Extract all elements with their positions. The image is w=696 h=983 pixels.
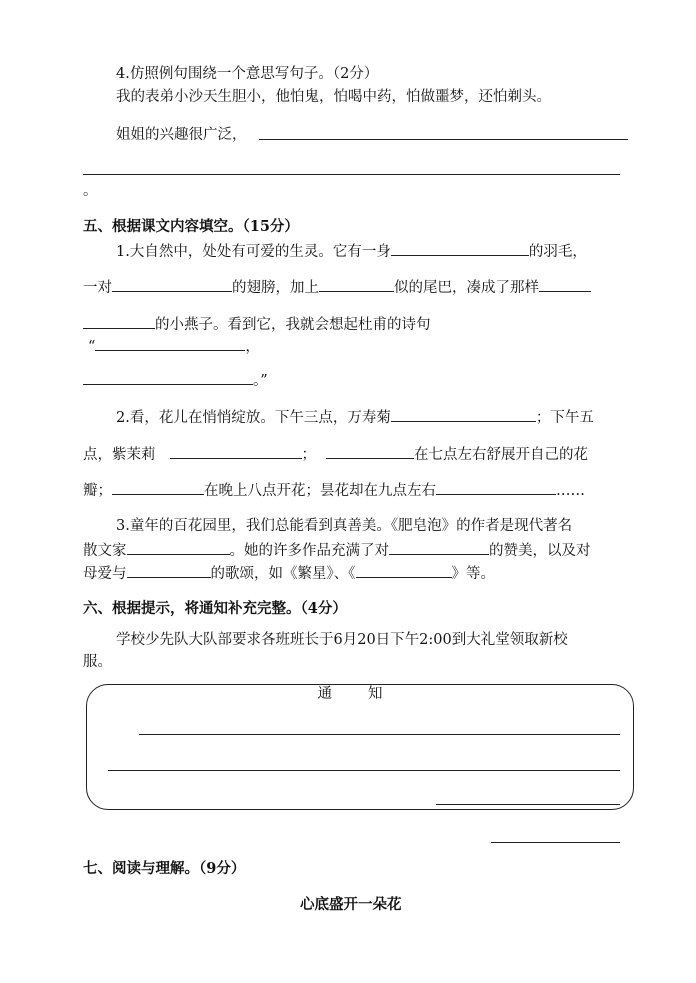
s5-q3-text-e: 母爱与 (83, 566, 127, 582)
s6-prompt-line2: 服。 (83, 654, 112, 670)
s5-q2-text-b: ；下午五 (535, 410, 594, 426)
s5-q3-line1: 3.童年的百花园里，我们总能看到真善美。《肥皂泡》的作者是现代著名 (116, 518, 573, 534)
s5-q1-text-d: 的翅膀，加上 (232, 280, 319, 296)
s5-q2-text-f: 瓣； (83, 483, 112, 499)
s5-q1-line3 (83, 313, 431, 335)
s5-q2-blank-3[interactable] (326, 443, 414, 459)
s5-q2-blank-5[interactable] (436, 479, 556, 495)
s5-q1-text-e: 似的尾巴，凑成了那样 (394, 280, 539, 296)
notice-line-1[interactable] (139, 734, 620, 735)
q4-example: 我的表弟小沙天生胆小，他怕鬼，怕喝中药，怕做噩梦，还怕剃头。 (116, 89, 551, 105)
q4-answer-line-1[interactable] (259, 139, 628, 140)
s5-q3-text-d: 的赞美，以及对 (489, 543, 591, 559)
section7-heading: 七、阅读与理解。（9分） (83, 860, 246, 877)
section6-heading: 六、根据提示，将通知补充完整。（4分） (83, 600, 347, 617)
notice-date-line[interactable] (491, 842, 620, 843)
s5-q3-text-f: 的歌颂，如《繁星》、《 (210, 566, 356, 582)
article-title: 心底盛开一朵花 (300, 896, 402, 913)
s5-q3-text-b: 散文家 (83, 543, 127, 559)
s5-q1-comma: ， (245, 339, 260, 355)
s5-q2-text-g: 在晚上八点开花；昙花却在九点左右 (204, 483, 436, 499)
s5-q2-text-c: 点，紫茉莉 (83, 447, 156, 463)
s5-q3-blank-4[interactable] (356, 562, 452, 578)
s5-q3-line2 (83, 539, 591, 561)
notice-line-2[interactable] (108, 770, 620, 771)
s5-q1-line4 (88, 335, 260, 357)
notice-signature-line[interactable] (436, 804, 620, 805)
s5-q1-line1 (116, 240, 587, 262)
s5-q1-text-a: 1.大自然中，处处有可爱的生灵。它有一身 (116, 244, 391, 260)
s5-q2-blank-1[interactable] (391, 406, 536, 422)
s5-q1-blank-4[interactable] (539, 276, 591, 292)
s5-q2-text-e: 在七点左右舒展开自己的花 (414, 447, 588, 463)
s5-q1-blank-6[interactable] (95, 335, 245, 351)
s5-q1-blank-7[interactable] (83, 369, 253, 385)
s5-q1-text-f: 的小燕子。看到它，我就会想起杜甫的诗句 (155, 317, 431, 333)
s5-q1-blank-2[interactable] (112, 276, 232, 292)
notice-title: 通知 (317, 686, 419, 702)
s5-q2-text-a: 2.看，花儿在悄悄绽放。下午三点，万寿菊 (116, 410, 391, 426)
s5-q3-line3 (83, 562, 495, 584)
s5-q2-blank-4[interactable] (112, 479, 204, 495)
q4-answer-line-2[interactable] (83, 174, 620, 175)
s5-q1-text-c: 一对 (83, 280, 112, 296)
q4-prompt: 姐姐的兴趣很广泛， (116, 127, 247, 143)
s5-q3-text-c: 。她的许多作品充满了对 (229, 543, 389, 559)
s5-q1-close: 。” (253, 373, 268, 389)
s5-q2-text-d: ； (301, 447, 316, 463)
s5-q2-line2 (83, 443, 588, 465)
s5-q1-blank-1[interactable] (391, 240, 529, 256)
s6-prompt-line1: 学校少先队大队部要求各班班长于6月20日下午2:00到大礼堂领取新校 (116, 632, 568, 648)
s5-q1-line5 (83, 369, 268, 391)
q4-title: 4.仿照例句围绕一个意思写句子。（2分） (116, 66, 379, 82)
s5-q2-line1 (116, 406, 594, 428)
section5-heading: 五、根据课文内容填空。（15分） (83, 218, 299, 235)
s5-q3-blank-3[interactable] (127, 562, 211, 578)
s5-q3-blank-1[interactable] (127, 539, 230, 555)
s5-q3-blank-2[interactable] (389, 539, 489, 555)
s5-q1-blank-3[interactable] (319, 276, 394, 292)
s5-q1-text-b: 的羽毛， (528, 244, 587, 260)
s5-q1-line2 (83, 276, 591, 298)
s5-q2-blank-2[interactable] (170, 443, 302, 459)
notice-box (86, 684, 634, 810)
s5-q2-text-h: …… (556, 483, 585, 499)
s5-q2-line3 (83, 479, 585, 501)
s5-q1-open-quote: “ (88, 339, 96, 355)
q4-end-mark: 。 (83, 183, 98, 199)
s5-q3-text-g: 》等。 (451, 566, 495, 582)
s5-q1-blank-5[interactable] (83, 313, 155, 329)
